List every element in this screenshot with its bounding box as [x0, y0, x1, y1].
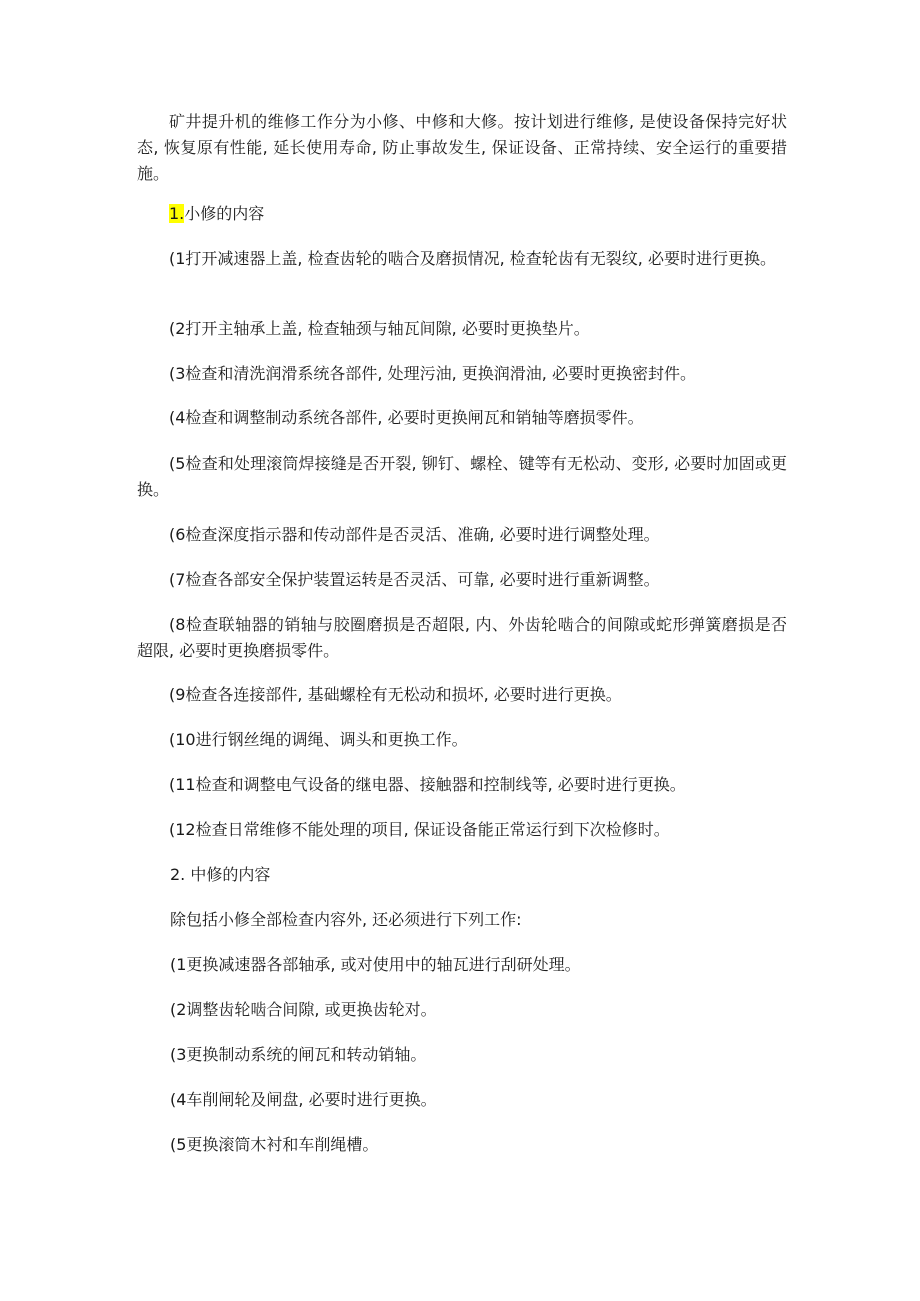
section-1-item: (5检查和处理滚筒焊接缝是否开裂, 铆钉、螺栓、键等有无松动、变形, 必要时加固或更换。	[137, 454, 787, 499]
section-1-item: (11检查和调整电气设备的继电器、接触器和控制线等, 必要时进行更换。	[169, 775, 686, 794]
section-1-number: 1.	[169, 204, 185, 223]
section-2-item: (5更换滚筒木衬和车削绳槽。	[170, 1135, 379, 1154]
section-2-item: (4车削闸轮及闸盘, 必要时进行更换。	[170, 1090, 437, 1109]
section-1-item: (7检查各部安全保护装置运转是否灵活、可靠, 必要时进行重新调整。	[169, 570, 660, 589]
section-1-item: (8检查联轴器的销轴与胶圈磨损是否超限, 内、外齿轮啮合的间隙或蛇形弹簧磨损是否超限, 必要时更换磨损零件。	[137, 615, 787, 660]
section-1-item: (1打开减速器上盖, 检查齿轮的啮合及磨损情况, 检查轮齿有无裂纹, 必要时进行更换。	[169, 249, 776, 268]
section-1-item: (4检查和调整制动系统各部件, 必要时更换闸瓦和销轴等磨损零件。	[169, 408, 644, 427]
section-2-item: (3更换制动系统的闸瓦和转动销轴。	[170, 1045, 427, 1064]
section-2-lead: 除包括小修全部检查内容外, 还必须进行下列工作:	[170, 910, 522, 929]
section-2-item: (1更换减速器各部轴承, 或对使用中的轴瓦进行刮研处理。	[170, 955, 581, 974]
section-1-heading	[137, 201, 787, 227]
section-2-item: (2调整齿轮啮合间隙, 或更换齿轮对。	[170, 1000, 437, 1019]
section-1-item: (10进行钢丝绳的调绳、调头和更换工作。	[169, 730, 468, 749]
section-1-item: (2打开主轴承上盖, 检查轴颈与轴瓦间隙, 必要时更换垫片。	[169, 319, 590, 338]
section-1-item: (3检查和清洗润滑系统各部件, 处理污油, 更换润滑油, 必要时更换密封件。	[169, 364, 696, 383]
intro-paragraph: 矿井提升机的维修工作分为小修、中修和大修。按计划进行维修, 是使设备保持完好状态, 恢复原有性能, 延长使用寿命, 防止事故发生, 保证设备、正常持续、安全运行的重要措施。	[137, 112, 787, 183]
section-1-item: (9检查各连接部件, 基础螺栓有无松动和损坏, 必要时进行更换。	[169, 685, 622, 704]
section-2-heading: 2. 中修的内容	[170, 865, 271, 884]
section-1-item: (12检查日常维修不能处理的项目, 保证设备能正常运行到下次检修时。	[169, 820, 670, 839]
section-1-item: (6检查深度指示器和传动部件是否灵活、准确, 必要时进行调整处理。	[169, 525, 660, 544]
section-1-title: 小修的内容	[184, 204, 265, 223]
